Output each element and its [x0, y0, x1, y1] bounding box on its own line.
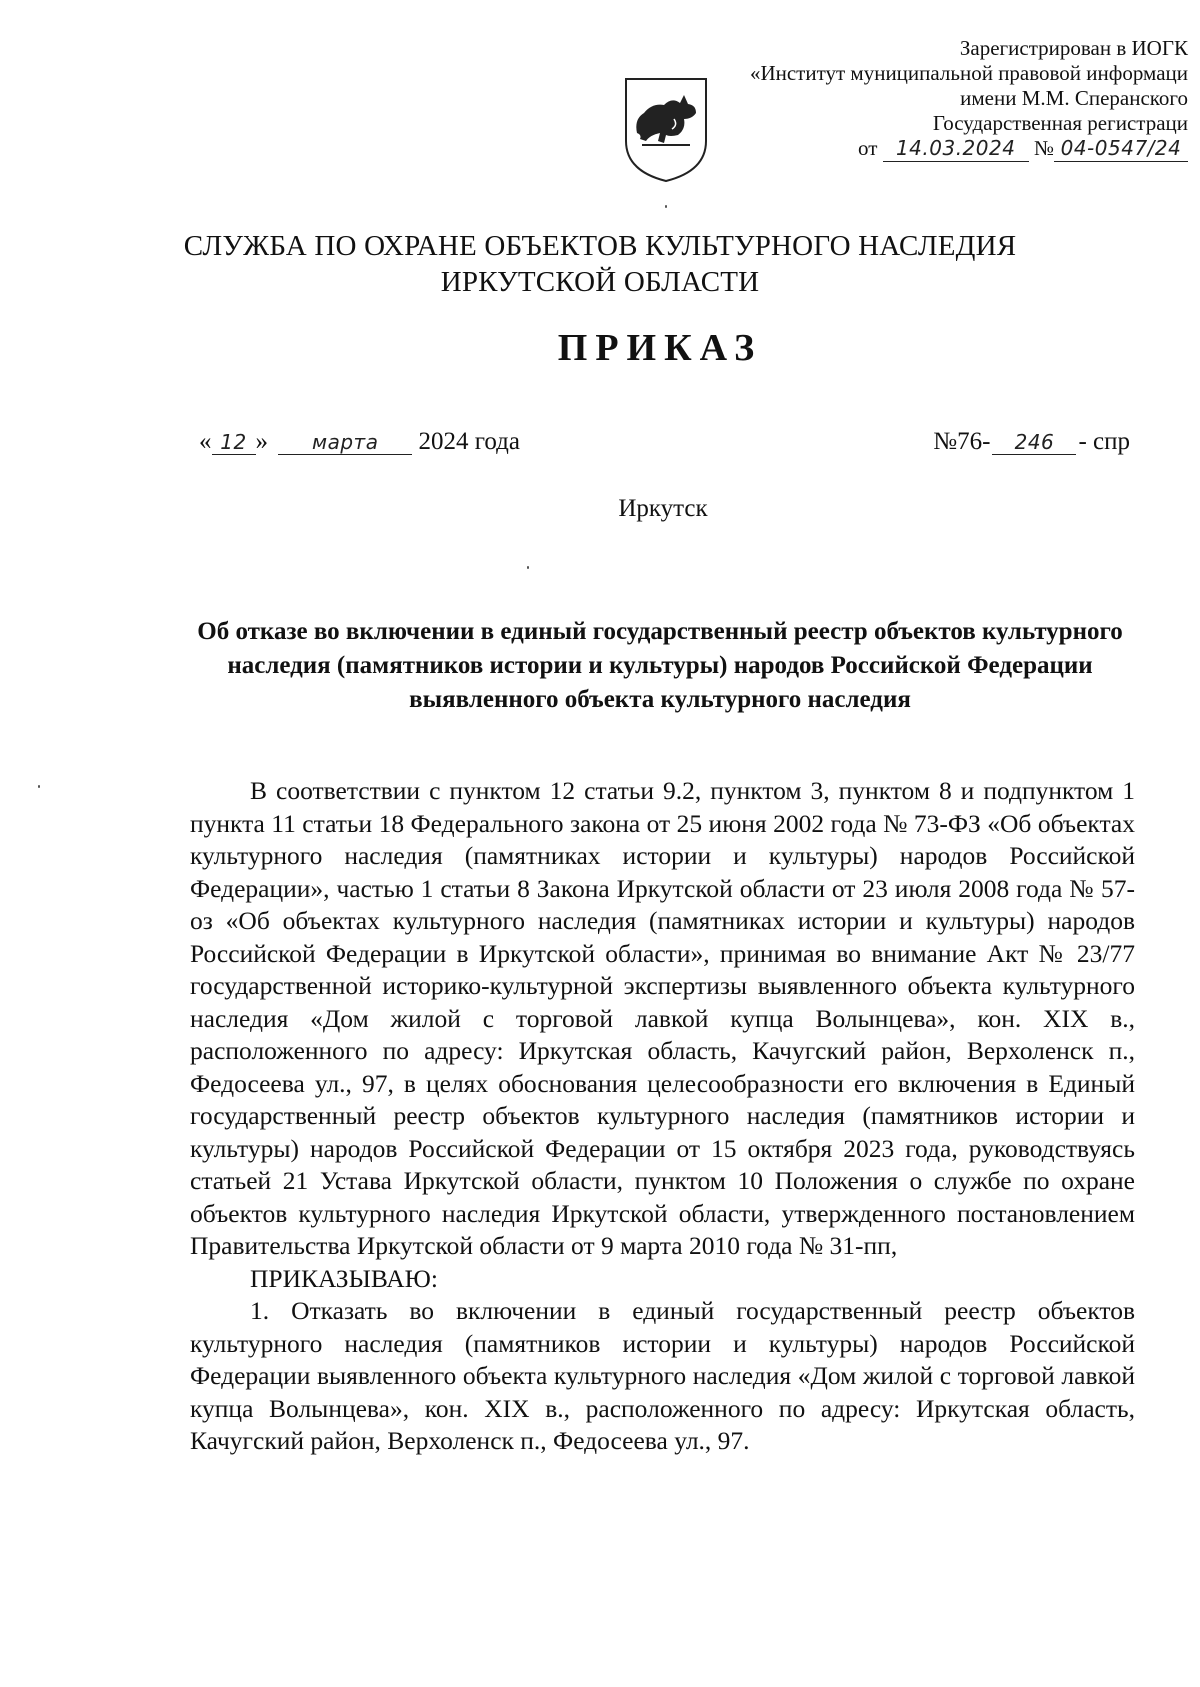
date-close-quote: »: [255, 428, 268, 455]
date-year: 2024 года: [418, 428, 520, 455]
order-item-1: 1. Отказать во включении в единый государственный реестр объектов культурного наследия (памятников истории и культуры) народов Российской Федерации выявленного объекта культурного наследия «Дом жилой с торговой лавкой купца Волынцева», кон. XIX в., расположенного по адресу: Иркутская область, Качугский район, Верхоленск п., Федосеева ул., 97.: [190, 1296, 1135, 1455]
scan-speck: [665, 205, 667, 208]
scan-speck: [527, 566, 529, 569]
date-open-quote: «: [199, 428, 212, 455]
date-day: 12: [212, 430, 256, 455]
registration-number-label: №: [1033, 136, 1054, 160]
organization-name: [0, 228, 1200, 300]
city-name: Иркутск: [618, 495, 708, 522]
registration-line-5: [688, 136, 1188, 162]
order-number-prefix: №76-: [933, 428, 991, 455]
order-subject: Об отказе во включении в единый государственный реестр объектов культурного наследия (памятников истории и культуры) народов Российской Федерации выявленного объекта культурного наследия: [197, 618, 1123, 713]
order-number-handwritten: 246: [992, 430, 1076, 455]
registration-line-4: Государственная регистраци: [932, 111, 1188, 135]
order-number-suffix: - спр: [1078, 428, 1130, 455]
preamble-paragraph: В соответствии с пунктом 12 статьи 9.2, пунктом 3, пунктом 8 и подпунктом 1 пункта 11 статьи 18 Федерального закона от 25 июня 2002 года № 73-ФЗ «Об объектах культурного наследия (памятниках истории и культуры) народов Российской Федерации», частью 1 статьи 8 Закона Иркутской области от 23 июля 2008 года № 57-оз «Об объектах культурного наследия (памятниках истории и культуры) народов Российской Федерации в Иркутской области», принимая во внимание Акт № 23/77 государственной историко-культурной экспертизы выявленного объекта культурного наследия «Дом жилой с торговой лавкой купца Волынцева», кон. XIX в., расположенного по адресу: Иркутская область, Качугский район, Верхоленск п., Федосеева ул., 97, в целях обоснования целесообразности его включения в Единый государственный реестр объектов культурного наследия (памятников истории и культуры) народов Российской Федерации от 15 октября 2023 года, руководствуясь статьей 21 Устава Иркутской области, пунктом 10 Положения о службе по охране объектов культурного наследия Иркутской области, утвержденного постановлением Правительства Иркутской области от 9 марта 2010 года № 31-пп,: [190, 776, 1135, 1260]
registration-date: 14.03.2024: [883, 136, 1029, 162]
order-date: [199, 428, 520, 456]
order-number: [933, 428, 1130, 456]
organization-line-2: ИРКУТСКОЙ ОБЛАСТИ: [440, 266, 760, 298]
registration-line-2: «Институт муниципальной правовой информаци: [749, 61, 1188, 85]
registration-line-1: Зарегистрирован в ИОГК: [959, 36, 1188, 60]
order-word: ПРИКАЗЫВАЮ:: [250, 1263, 438, 1293]
registration-line-3: имени М.М. Сперанского: [960, 86, 1188, 110]
document-type-title: ПРИКАЗ: [557, 327, 763, 369]
coat-of-arms-irkutsk-icon: [620, 75, 712, 185]
registration-from-label: от: [858, 136, 878, 160]
registration-number: 04-0547/24: [1054, 136, 1188, 162]
order-body: [190, 775, 1135, 1458]
date-month: марта: [278, 430, 412, 455]
organization-line-1: СЛУЖБА ПО ОХРАНЕ ОБЪЕКТОВ КУЛЬТУРНОГО НАСЛЕДИЯ: [183, 230, 1017, 262]
scan-speck: [38, 785, 40, 788]
registration-stamp: [688, 36, 1188, 162]
